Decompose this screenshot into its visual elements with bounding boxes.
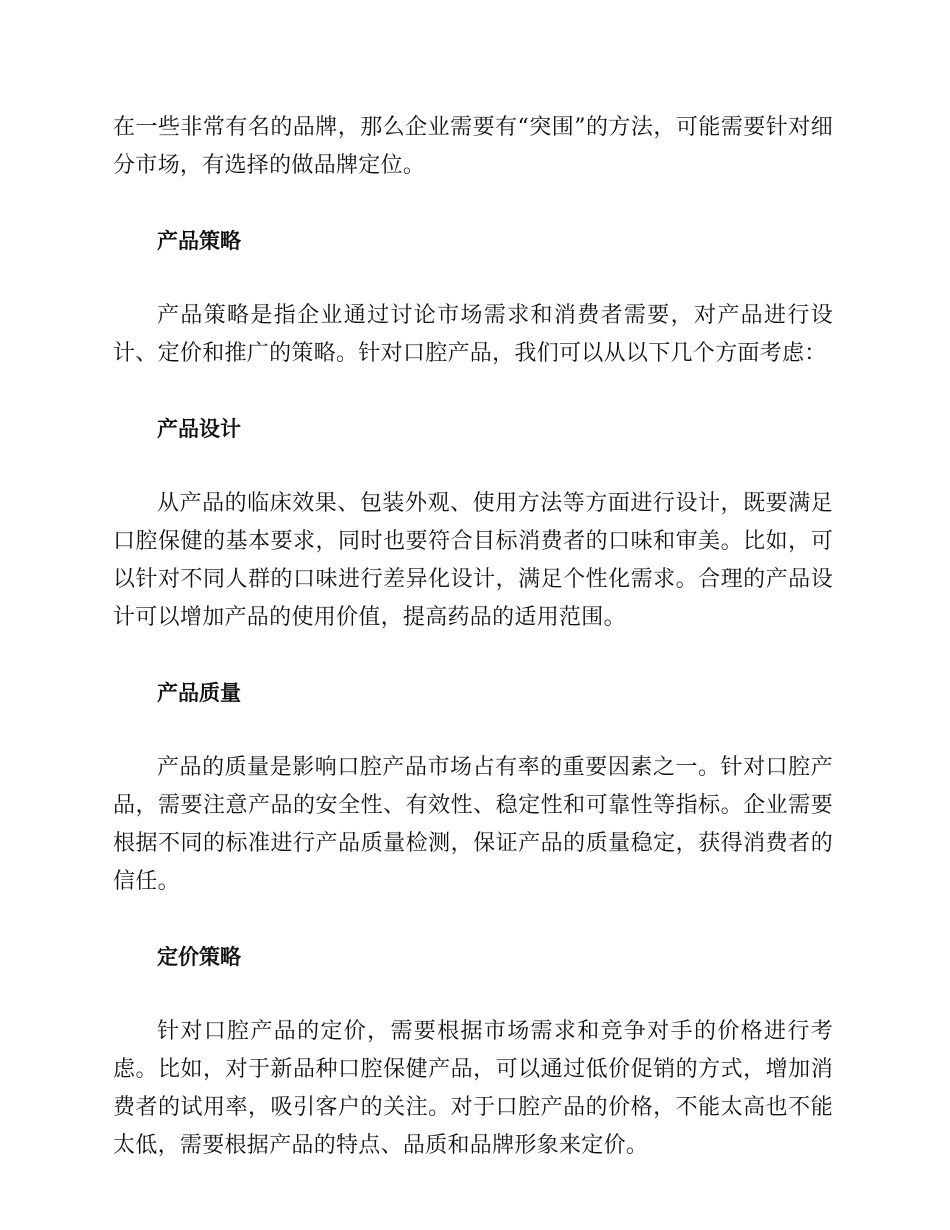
document-body [113, 109, 833, 1202]
section-body-product-strategy: 产品策略是指企业通过讨论市场需求和消费者需要，对产品进行设计、定价和推广的策略。针对口腔产品，我们可以从以下几个方面考虑： [113, 303, 833, 366]
section-body-pricing-strategy: 针对口腔产品的定价，需要根据市场需求和竞争对手的价格进行考虑。比如，对于新品种口腔保健产品，可以通过低价促销的方式，增加消费者的试用率，吸引客户的关注。对于口腔产品的价格，不能太高也不能太低，需要根据产品的特点、品质和品牌形象来定价。 [113, 1019, 833, 1158]
intro-paragraph: 在一些非常有名的品牌，那么企业需要有“突围”的方法，可能需要针对细分市场，有选择的做品牌定位。 [113, 115, 833, 178]
section-heading-product-strategy: 产品策略 [157, 229, 241, 253]
section-body-product-quality: 产品的质量是影响口腔产品市场占有率的重要因素之一。针对口腔产品，需要注意产品的安全性、有效性、稳定性和可靠性等指标。企业需要根据不同的标准进行产品质量检测，保证产品的质量稳定，获得消费者的信任。 [113, 755, 833, 894]
section-heading-product-design: 产品设计 [157, 417, 241, 441]
section-heading-product-quality: 产品质量 [157, 681, 241, 705]
section-heading-pricing-strategy: 定价策略 [157, 945, 241, 969]
section-body-product-design: 从产品的临床效果、包装外观、使用方法等方面进行设计，既要满足口腔保健的基本要求，同时也要符合目标消费者的口味和审美。比如，可以针对不同人群的口味进行差异化设计，满足个性化需求。合理的产品设计可以增加产品的使用价值，提高药品的适用范围。 [113, 491, 833, 630]
